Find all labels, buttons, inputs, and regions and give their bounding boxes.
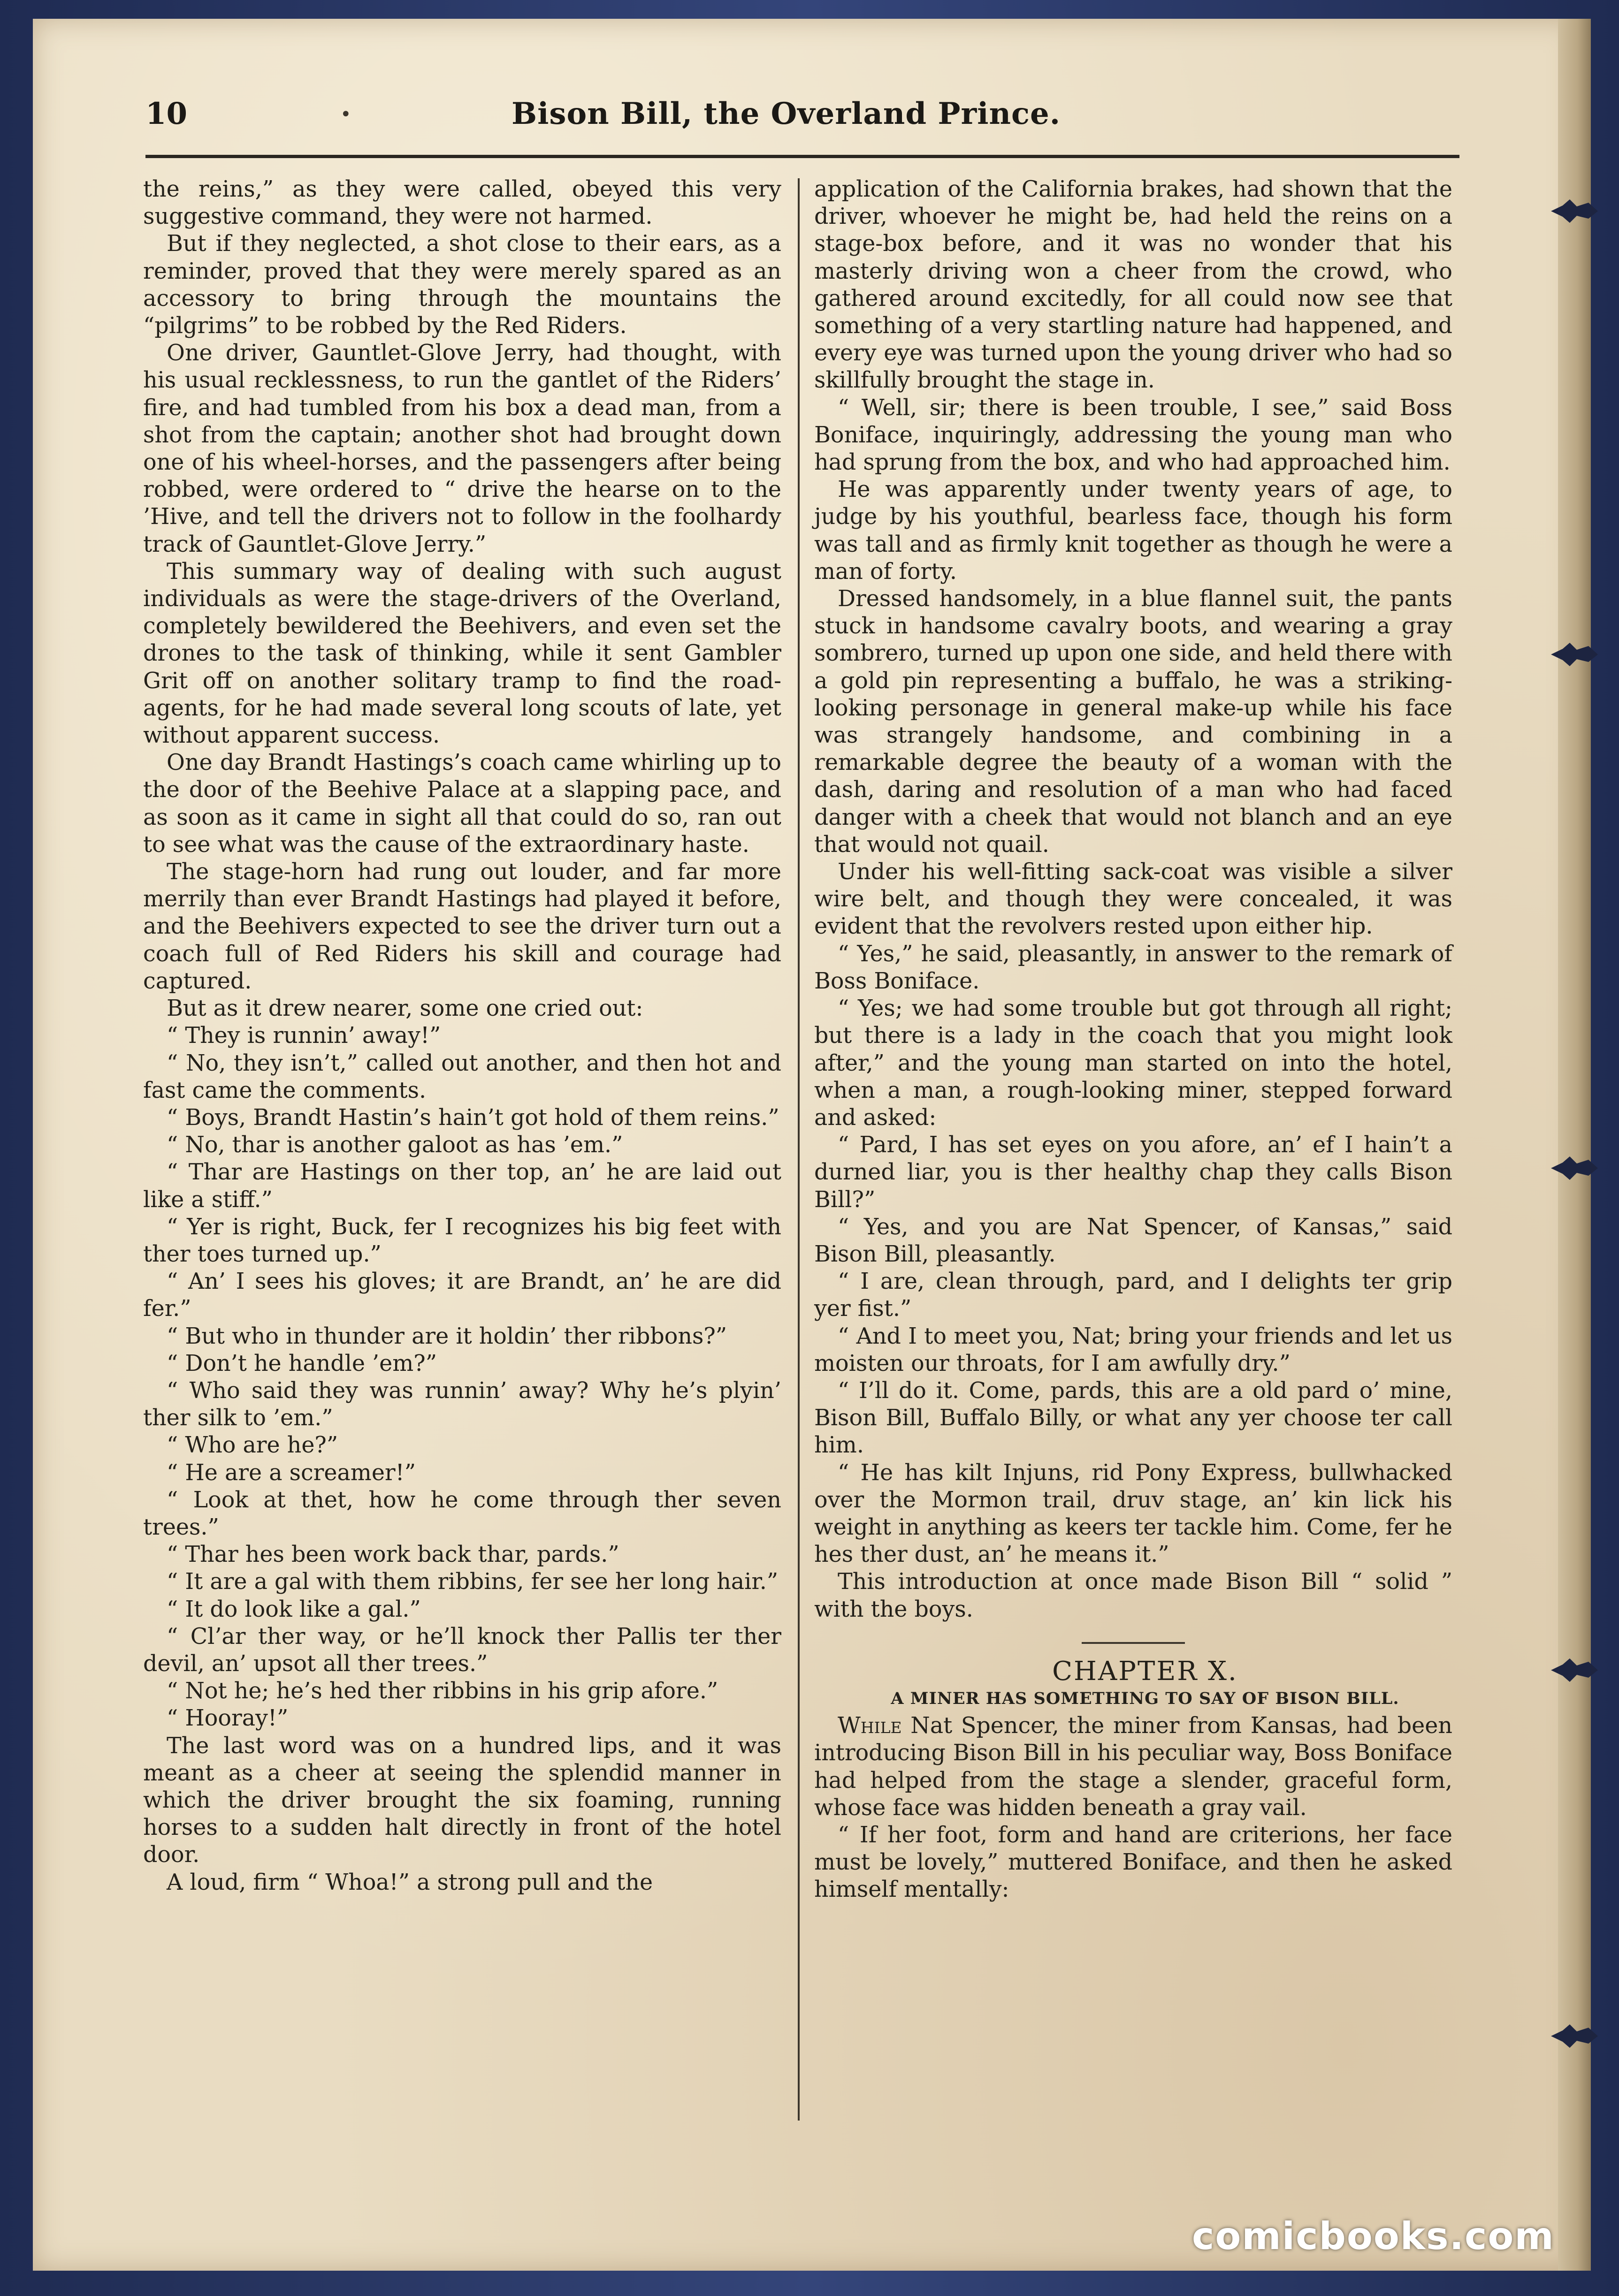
paragraph: “ He has kilt Injuns, rid Pony Express, bullwhacked over the Mormon trail, druv stage, an’ kin lick his weight in anything as keers ter tackle him. Come, fer he hes ther dust, an’ he means it.”: [814, 1460, 1452, 1568]
paragraph: “ Well, sir; there is been trouble, I see,” said Boss Boniface, inquiringly, addressing the young man who had sprung from the box, and who had approached him.: [814, 395, 1452, 476]
paragraph: The last word was on a hundred lips, and it was meant as a cheer at seeing the splendid manner in which the driver brought the six foaming, running horses to a sudden halt directly in front of the hotel door.: [143, 1733, 781, 1868]
paragraph: “ Who are he?”: [167, 1432, 338, 1459]
paragraph: “ And I to meet you, Nat; bring your friends and let us moisten our throats, for I am awfully dry.”: [814, 1323, 1452, 1376]
chapter-first-paragraph-text: Nat Spencer, the miner from Kansas, had been introducing Bison Bill in his peculiar way, Boss Boniface had helped from the stage a slender, graceful form, whose face was hidden beneath a gray vail.: [814, 1713, 1452, 1821]
paragraph: “ Yes; we had some trouble but got through all right; but there is a lady in the coach that you might look after,” and the young man started on into the hotel, when a man, a rough-looking miner, stepped forward and asked:: [814, 996, 1452, 1131]
paragraph: “ Don’t he handle ’em?”: [167, 1350, 437, 1376]
paragraph: application of the California brakes, had shown that the driver, whoever he might be, had held the reins on a stage-box before, and it was no wonder that his masterly driving won a cheer from the crowd, who gathered around excitedly, for all could now see that something of a very startling nature had happened, and every eye was turned upon the young driver who had so skillfully brought the stage in.: [814, 176, 1452, 394]
chapter-heading: CHAPTER X.: [1052, 1656, 1238, 1687]
binding-tear-mark: [1549, 640, 1600, 669]
paragraph: “ Pard, I has set eyes on you afore, an’ ef I hain’t a durned liar, you is ther healthy chap they calls Bison Bill?”: [814, 1132, 1452, 1213]
right-column-text: [814, 176, 1452, 1623]
column-divider: [798, 178, 800, 2121]
paragraph: “ Thar are Hastings on ther top, an’ he are laid out like a stiff.”: [143, 1159, 781, 1213]
paragraph: One driver, Gauntlet-Glove Jerry, had thought, with his usual recklessness, to run the gantlet of the Riders’ fire, and had tumbled from his box a dead man, from a shot from the captain; another shot had brought down one of his wheel-horses, and the passengers after being robbed, were ordered to “ drive the hearse on to the ’Hive, and tell the drivers not to follow in the foolhardy track of Gauntlet-Glove Jerry.”: [143, 340, 781, 557]
running-head: [145, 96, 1455, 148]
paragraph: “ Look at thet, how he come through ther seven trees.”: [143, 1487, 781, 1540]
paragraph: “ No, thar is another galoot as has ’em.”: [167, 1132, 623, 1158]
watermark: comicbooks.com: [1192, 2214, 1555, 2258]
binding-tear-mark: [1549, 1656, 1600, 1684]
paragraph: This summary way of dealing with such august individuals as were the stage-drivers of the Overland, completely bewildered the Beehivers, and even set the drones to the task of thinking, while it sent Gambler Grit off on another solitary tramp to find the road-agents, for he had made several long scouts of late, yet without apparent success.: [143, 558, 781, 749]
paragraph: “ Who said they was runnin’ away? Why he’s plyin’ ther silk to ’em.”: [143, 1377, 781, 1431]
paragraph: Dressed handsomely, in a blue flannel suit, the pants stuck in handsome cavalry boots, and wearing a gray sombrero, turned up upon one side, and held there with a gold pin representing a buffalo, he was a striking-looking personage in general make-up while his face was strangely handsome, and combining in a remarkable degree the beauty of a woman with the dash, daring and resolution of a man who had faced danger with a cheek that would not blanch and an eye that would not quail.: [814, 586, 1452, 858]
paragraph: “ But who in thunder are it holdin’ ther ribbons?”: [167, 1323, 727, 1349]
right-column: [814, 176, 1452, 2123]
binding-tear-mark: [1549, 1154, 1600, 1182]
paragraph: This introduction at once made Bison Bill “ solid ” with the boys.: [814, 1569, 1452, 1622]
paragraph: “ Boys, Brandt Hastin’s hain’t got hold of them reins.”: [167, 1104, 779, 1131]
chapter-first-paragraph: [814, 1712, 1452, 1822]
paragraph: One day Brandt Hastings’s coach came whirling up to the door of the Beehive Palace at a slapping pace, and as soon as it came in sight all that could do so, ran out to see what was the cause of the extraordinary haste.: [143, 750, 781, 858]
paragraph: “ Thar hes been work back thar, pards.”: [167, 1542, 619, 1568]
paragraph: “ Yer is right, Buck, fer I recognizes his big feet with ther toes turned up.”: [143, 1214, 781, 1267]
paragraph: “ He are a screamer!”: [167, 1460, 416, 1486]
paragraph: Under his well-fitting sack-coat was visible a silver wire belt, and though they were concealed, it was evident that the revolvers rested upon either hip.: [814, 859, 1452, 940]
paragraph: the reins,” as they were called, obeyed this very suggestive command, they were not harmed.: [143, 176, 781, 230]
paragraph: But as it drew nearer, some one cried out:: [167, 996, 643, 1022]
left-column: [143, 176, 781, 2123]
paragraph: The stage-horn had rung out louder, and far more merrily than ever Brandt Hastings had played it before, and the Beehivers expected to see the driver turn out a coach full of Red Riders his skill and courage had captured.: [143, 859, 781, 994]
chapter-second-paragraph: “ If her foot, form and hand are criterions, her face must be lovely,” muttered Boniface, and then he asked himself mentally:: [814, 1822, 1452, 1903]
paragraph: “ Yes,” he said, pleasantly, in answer to the remark of Boss Boniface.: [814, 941, 1452, 994]
paragraph: A loud, firm “ Whoa!” a strong pull and the: [167, 1869, 653, 1895]
header-rule: [145, 155, 1459, 158]
header-bullet: •: [340, 104, 351, 125]
binding-tear-mark: [1549, 2022, 1600, 2050]
paragraph: “ I’ll do it. Come, pards, this are a old pard o’ mine, Bison Bill, Buffalo Billy, or what any yer choose ter call him.: [814, 1377, 1452, 1459]
paragraph: “ Yes, and you are Nat Spencer, of Kansas,” said Bison Bill, pleasantly.: [814, 1214, 1452, 1267]
paragraph: But if they neglected, a shot close to their ears, as a reminder, proved that they were merely spared as an accessory to bring through the mountains the “pilgrims” to be robbed by the Red Riders.: [143, 231, 781, 339]
paragraph: “ It do look like a gal.”: [167, 1596, 421, 1622]
binding-edge: [1558, 19, 1591, 2271]
paragraph: He was apparently under twenty years of age, to judge by his youthful, bearless face, though his form was tall and as firmly knit together as though he were a man of forty.: [814, 477, 1452, 585]
paragraph: “ They is runnin’ away!”: [167, 1023, 441, 1049]
paragraph: “ It are a gal with them ribbins, fer see her long hair.”: [167, 1569, 779, 1595]
section-rule: [1082, 1642, 1185, 1644]
running-title: Bison Bill, the Overland Prince.: [512, 96, 1061, 131]
paragraph: “ I are, clean through, pard, and I delights ter grip yer fist.”: [814, 1269, 1452, 1322]
paragraph: “ Cl’ar ther way, or he’ll knock ther Pallis ter ther devil, an’ upsot all ther trees.”: [143, 1623, 781, 1677]
paragraph: “ No, they isn’t,” called out another, and then hot and fast came the comments.: [143, 1050, 781, 1103]
page-number: 10: [145, 96, 188, 131]
paragraph: “ Hooray!”: [167, 1705, 289, 1732]
chapter-first-word: While: [838, 1713, 902, 1739]
paragraph: “ An’ I sees his gloves; it are Brandt, an’ he are did fer.”: [143, 1269, 781, 1322]
chapter-subtitle: A MINER HAS SOMETHING TO SAY OF BISON BILL.: [891, 1688, 1399, 1708]
binding-tear-mark: [1549, 197, 1600, 225]
paragraph: “ Not he; he’s hed ther ribbins in his grip afore.”: [167, 1678, 718, 1704]
